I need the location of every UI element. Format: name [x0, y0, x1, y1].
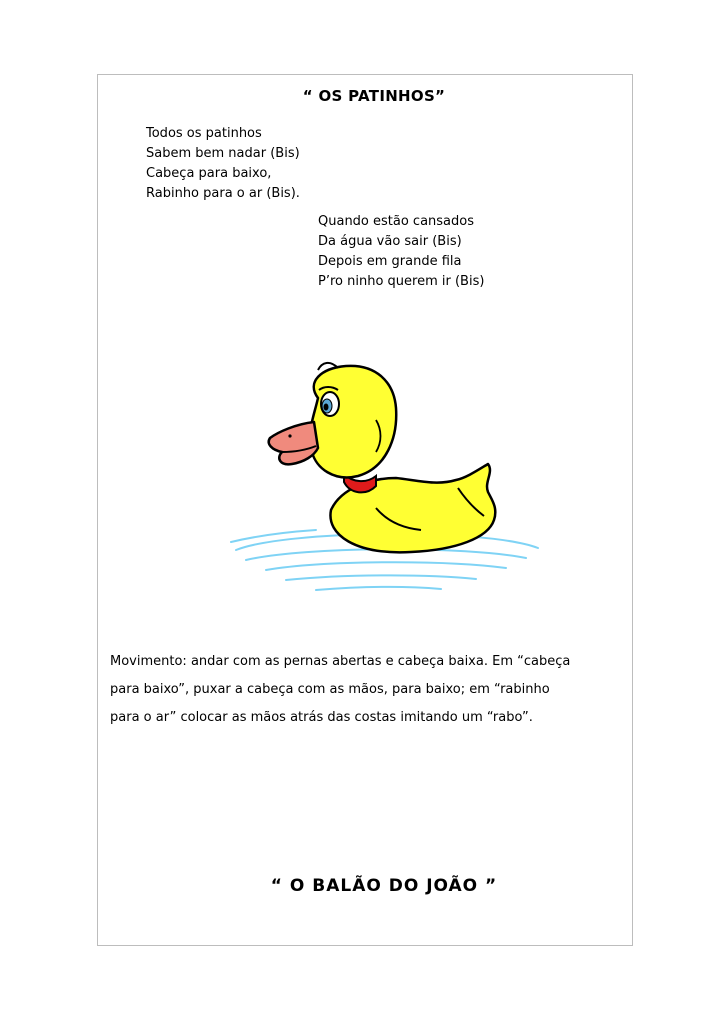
verse-line: Todos os patinhos [146, 126, 262, 141]
stanza-1 [146, 124, 300, 204]
movement-line: Movimento: andar com as pernas abertas e cabeça baixa. Em “cabeça [110, 654, 571, 669]
duck-illustration [226, 360, 546, 600]
verse-line: Cabeça para baixo, [146, 166, 272, 181]
verse-line: Rabinho para o ar (Bis). [146, 186, 300, 201]
duck-head [310, 366, 396, 478]
song-title-os-patinhos: “ OS PATINHOS” [302, 87, 446, 105]
verse-line: Depois em grande fila [318, 254, 462, 269]
duck-beak [269, 422, 318, 464]
movement-line: para baixo”, puxar a cabeça com as mãos, para baixo; em “rabinho [110, 682, 550, 697]
verse-line: Quando estão cansados [318, 214, 475, 229]
verse-line: Da água vão sair (Bis) [318, 234, 462, 249]
verse-line: P’ro ninho querem ir (Bis) [318, 274, 485, 289]
movement-instructions [110, 648, 630, 732]
song-title-o-balao-do-joao: “ O BALÃO DO JOÃO ” [270, 876, 498, 896]
movement-line: para o ar” colocar as mãos atrás das costas imitando um “rabo”. [110, 710, 533, 725]
stanza-2 [318, 212, 484, 292]
verse-line: Sabem bem nadar (Bis) [146, 146, 300, 161]
